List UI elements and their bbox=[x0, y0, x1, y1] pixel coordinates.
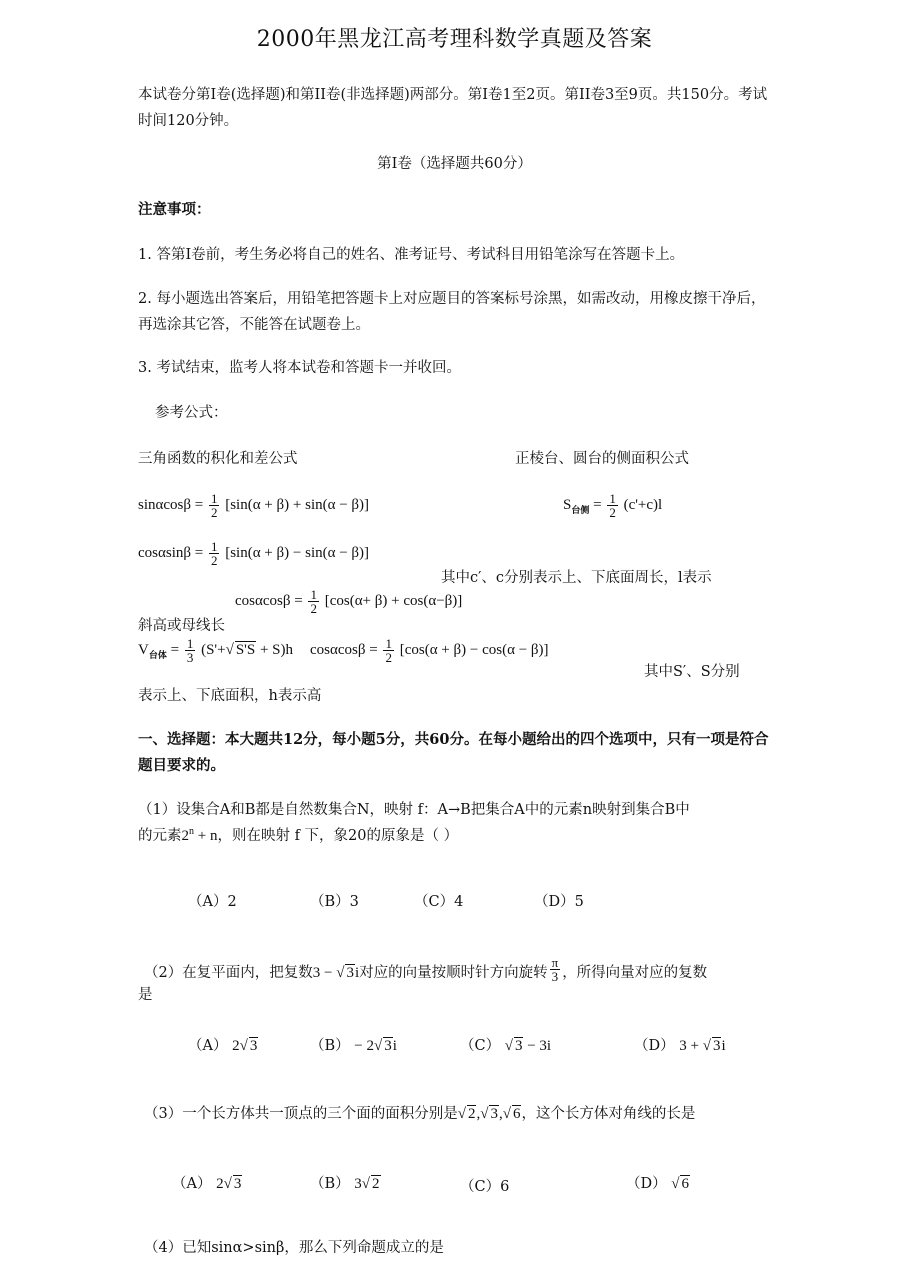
q1-text-cont: 的元素2$^n$ + n，则在映射 f 下，象20的原象是（ ） bbox=[138, 826, 459, 844]
q2-text: （2）在复平面内，把复数3 − √ 3i对应的向量按顺时针方向旋转 $\frac{\pi}{3}$ ，所得向量对应的复数 bbox=[144, 955, 708, 984]
notes-heading: 注意事项： bbox=[138, 201, 211, 218]
note-item-1: 1. 答第I卷前，考生务必将自己的姓名、准考证号、考试科目用铅笔涂写在答题卡上。 bbox=[138, 247, 685, 263]
q3-text: （3）一个长方体共一顶点的三个面的面积分别是√ 2,√ 3,√ 6，这个长方体对角线的长是 bbox=[144, 1106, 696, 1122]
formula-frustum-area: $S_{台侧}$ = $\frac{1}{2}$ (c'+c)l bbox=[563, 491, 663, 520]
formula-cos-cos-sum: cosαcosβ = $\frac{1}{2}$ [cos(α+ β) + cos(α−β)] bbox=[235, 587, 463, 616]
q2-option-a: （A） 2√ 3 bbox=[188, 1038, 258, 1054]
q3-option-c: （C）6 bbox=[460, 1179, 510, 1195]
note-item-3: 3. 考试结束，监考人将本试卷和答题卡一并收回。 bbox=[138, 360, 461, 376]
q4-text: （4）已知sinα>sinβ，那么下列命题成立的是 bbox=[144, 1240, 444, 1256]
formula-sin-cos: sinαcosβ = $\frac{1}{2}$ [sin(α + β) + sin(α − β)] bbox=[138, 491, 370, 520]
frustum-note: 其中c′、c分别表示上、下底面周长，l表示 bbox=[441, 570, 712, 586]
section-heading: 第I卷（选择题共60分） bbox=[377, 156, 532, 172]
q2-text-cont: 是 bbox=[138, 987, 153, 1003]
frustum-note-cont: 斜高或母线长 bbox=[138, 618, 225, 634]
formula-heading: 参考公式： bbox=[155, 405, 228, 421]
note-item-2: 2. 每小题选出答案后，用铅笔把答题卡上对应题目的答案标号涂黑，如需改动，用橡皮擦干净后，再选涂其它答，不能答在试题卷上。 bbox=[138, 291, 766, 333]
volume-note-cont: 表示上、下底面积，h表示高 bbox=[138, 688, 322, 704]
q1-option-b: （B）3 bbox=[310, 894, 359, 910]
volume-note: 其中S′、S分别 bbox=[644, 664, 740, 680]
formula-cos-cos-diff: cosαcosβ = $\frac{1}{2}$ [cos(α + β) − cos(α − β)] bbox=[310, 636, 549, 665]
q1-option-c: （C）4 bbox=[414, 894, 464, 910]
page-title: 2000年黑龙江高考理科数学真题及答案 bbox=[256, 27, 653, 52]
q2-option-d: （D） 3 + √ 3i bbox=[634, 1038, 726, 1054]
q2-option-b: （B） − 2√ 3i bbox=[310, 1038, 397, 1054]
intro-paragraph: 本试卷分第I卷(选择题)和第II卷(非选择题)两部分。第I卷1至2页。第II卷3至9页。共150分。考试时间120分钟。 bbox=[138, 87, 768, 129]
q3-option-d: （D） √ 6 bbox=[626, 1176, 689, 1192]
frustum-label: 正棱台、圆台的侧面积公式 bbox=[515, 451, 689, 467]
q3-option-a: （A） 2√ 3 bbox=[172, 1176, 242, 1192]
q1-text: （1）设集合A和B都是自然数集合N，映射 f：A→B把集合A中的元素n映射到集合B中 bbox=[138, 802, 690, 818]
q1-option-d: （D）5 bbox=[534, 894, 584, 910]
formula-frustum-volume: $V_{台体}$ = $\frac{1}{3}$ (S'+√ S'S + S)h bbox=[138, 636, 293, 665]
q3-option-b: （B） 3√ 2 bbox=[310, 1176, 380, 1192]
formula-cos-sin: cosαsinβ = $\frac{1}{2}$ [sin(α + β) − sin(α − β)] bbox=[138, 539, 370, 568]
trig-label: 三角函数的积化和差公式 bbox=[138, 451, 298, 467]
q2-option-c: （C） √ 3 − 3i bbox=[460, 1038, 552, 1054]
part1-heading: 一、选择题：本大题共12分，每小题5分，共60分。在每小题给出的四个选项中，只有一项是符合题目要求的。 bbox=[138, 731, 769, 774]
q1-option-a: （A）2 bbox=[188, 894, 237, 910]
